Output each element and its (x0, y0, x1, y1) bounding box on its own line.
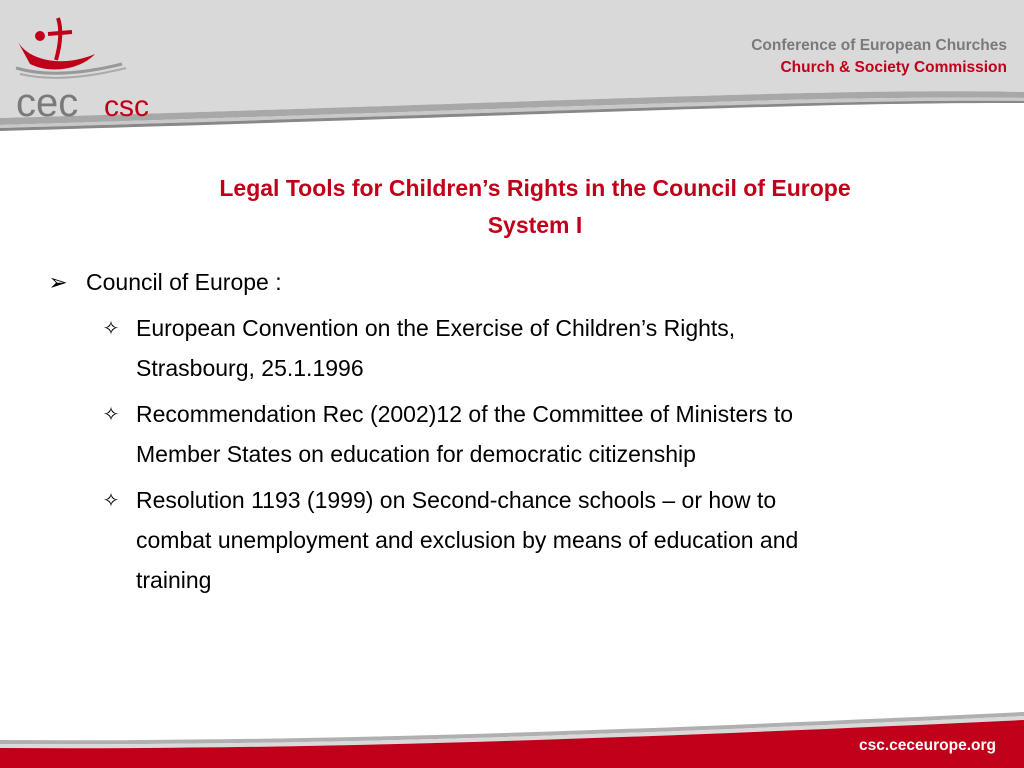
four-point-star-bullet-icon: ✧ (102, 316, 120, 340)
four-point-star-bullet-icon: ✧ (102, 488, 120, 512)
four-point-star-bullet-icon: ✧ (102, 402, 120, 426)
cross-boat-icon (10, 12, 170, 122)
footer-banner (0, 700, 1024, 768)
cec-logo-text: cec (16, 81, 79, 122)
cec-csc-logo (10, 12, 170, 122)
bullet-sub-item (102, 480, 986, 600)
arrowhead-bullet-icon: ➢ (48, 269, 68, 295)
bullet-sub-text: Member States on education for democratic citizenship (136, 441, 696, 467)
bullet-main (46, 262, 986, 302)
bullet-sub-text: combat unemployment and exclusion by means of education and (136, 527, 799, 553)
slide-title-line1: Legal Tools for Children’s Rights in the Council of Europe (219, 175, 851, 201)
bullet-sub-item (102, 394, 986, 474)
bullet-sub-text: Recommendation Rec (2002)12 of the Committee of Ministers to (136, 401, 794, 427)
csc-logo-text: csc (104, 90, 149, 122)
bullet-sub-text: Resolution 1193 (1999) on Second-chance schools – or how to (136, 487, 777, 513)
org-name-line1: Conference of European Churches (751, 37, 1007, 54)
bullet-main-text: Council of Europe : (86, 269, 282, 295)
organization-name (751, 35, 1007, 79)
bullet-sub-text: training (136, 567, 212, 593)
bullet-sub-text: Strasbourg, 25.1.1996 (136, 355, 364, 381)
slide-title (90, 170, 980, 244)
footer-url-link[interactable]: csc.ceceurope.org (859, 737, 996, 754)
slide-content (46, 262, 986, 600)
org-name-line2: Church & Society Commission (780, 59, 1007, 76)
slide-title-line2: System I (487, 212, 583, 238)
bullet-sub-text: European Convention on the Exercise of Children’s Rights, (136, 315, 736, 341)
bullet-sub-item (102, 308, 986, 388)
